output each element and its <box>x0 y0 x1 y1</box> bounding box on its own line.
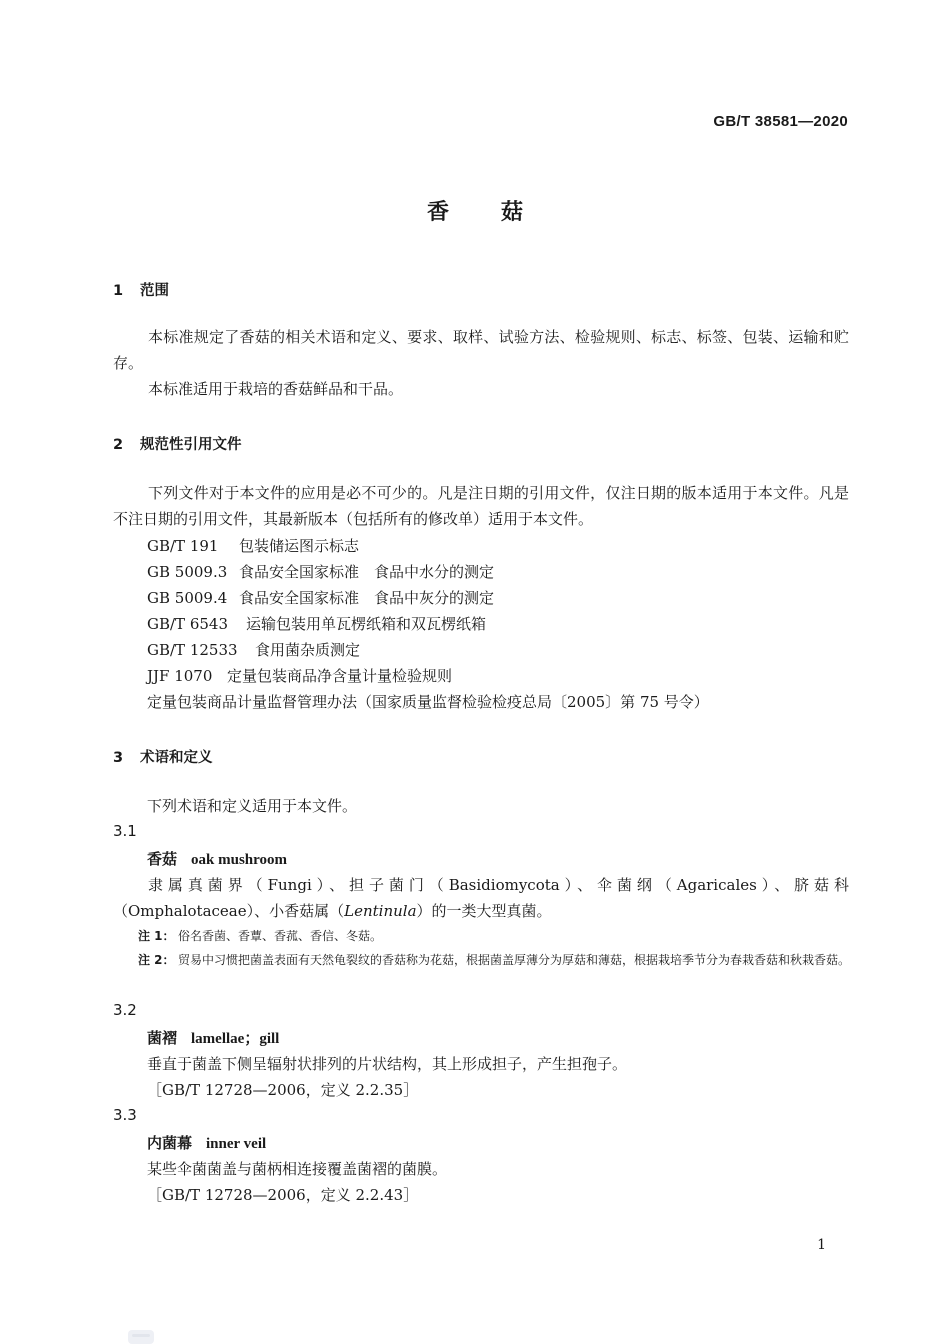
section-title: 术语和定义 <box>140 750 213 766</box>
reference-title: 食用菌杂质测定 <box>255 641 361 659</box>
section-number: 2 <box>113 437 124 453</box>
section-title: 规范性引用文件 <box>140 437 242 453</box>
reference-title: 食品安全国家标准 食品中水分的测定 <box>239 563 495 581</box>
section-1-paragraph-2: 本标准适用于栽培的香菇鲜品和干品。 <box>148 380 404 398</box>
term-definition: 垂直于菌盖下侧呈辐射状排列的片状结构，其上形成担子，产生担孢子。 <box>147 1055 628 1073</box>
reference-item <box>147 587 494 608</box>
term-definition <box>113 872 849 924</box>
reference-title: 食品安全国家标准 食品中灰分的测定 <box>239 589 495 607</box>
reference-code: GB/T 6543 <box>147 615 229 633</box>
reference-item <box>147 535 359 556</box>
page-title <box>0 195 950 226</box>
reference-title: 运输包装用单瓦楞纸箱和双瓦楞纸箱 <box>246 615 487 633</box>
title-char-1: 香 <box>426 200 449 225</box>
reference-code: GB 5009.3 <box>147 563 228 581</box>
section-1-heading <box>113 279 169 300</box>
term-english: lamellae；gill <box>191 1031 280 1047</box>
term-heading <box>147 1132 266 1153</box>
term-chinese: 香菇 <box>147 850 178 868</box>
note-label: 注 2： <box>138 953 175 967</box>
title-char-2: 菇 <box>501 200 524 225</box>
reference-code: GB 5009.4 <box>147 589 228 607</box>
reference-item <box>147 639 360 660</box>
term-note <box>138 948 890 973</box>
reference-code: GB/T 191 <box>147 537 219 555</box>
definition-text: 隶属真菌界（Fungi）、担子菌门（Basidiomycota）、伞菌纲（Agaricales）、脐菇科（Omphalotaceae）、小香菇属（ <box>113 876 849 920</box>
reference-code: JJF 1070 <box>147 667 213 685</box>
reference-code: GB/T 12533 <box>147 641 238 659</box>
note-text: 贸易中习惯把菌盖表面有天然龟裂纹的香菇称为花菇，根据菌盖厚薄分为厚菇和薄菇，根据栽培季节分为春栽香菇和秋栽香菇。 <box>178 953 851 967</box>
definition-italic-genus: Lentinula <box>344 902 417 920</box>
reference-title: 定量包装商品净含量计量检验规则 <box>227 667 453 685</box>
term-source: ［GB/T 12728—2006，定义 2.2.35］ <box>147 1081 419 1099</box>
standard-code: GB/T 38581—2020 <box>713 113 848 130</box>
term-english: oak mushroom <box>191 852 288 868</box>
note-label: 注 1： <box>138 929 175 943</box>
reference-item <box>147 665 452 686</box>
section-2-paragraph-1: 下列文件对于本文件的应用是必不可少的。凡是注日期的引用文件，仅注日期的版本适用于本文件。凡是不注日期的引用文件，其最新版本（包括所有的修改单）适用于本文件。 <box>113 484 849 528</box>
term-number: 3.2 <box>113 1001 137 1019</box>
section-title: 范围 <box>140 283 169 299</box>
watermark-logo-icon <box>128 1326 154 1344</box>
reference-item <box>147 613 486 634</box>
term-note <box>138 924 890 949</box>
term-chinese: 菌褶 <box>147 1029 178 1047</box>
section-number: 3 <box>113 750 124 766</box>
term-chinese: 内菌幕 <box>147 1134 193 1152</box>
term-heading <box>147 1027 279 1048</box>
term-number: 3.3 <box>113 1106 137 1124</box>
definition-text: ）的一类大型真菌。 <box>416 902 552 920</box>
page-number: 1 <box>817 1237 826 1253</box>
term-number: 3.1 <box>113 822 137 840</box>
section-2-heading <box>113 433 242 454</box>
section-1-paragraph-1: 本标准规定了香菇的相关术语和定义、要求、取样、试验方法、检验规则、标志、标签、包装、运输和贮存。 <box>113 328 849 372</box>
reference-title: 包装储运图示标志 <box>239 537 360 555</box>
reference-item <box>147 561 494 582</box>
section-number: 1 <box>113 283 124 299</box>
term-definition: 某些伞菌菌盖与菌柄相连接覆盖菌褶的菌膜。 <box>147 1160 448 1178</box>
term-heading <box>147 848 287 869</box>
reference-item-regulation: 定量包装商品计量监督管理办法（国家质量监督检验检疫总局〔2005〕第 75 号令） <box>147 693 709 711</box>
section-3-intro: 下列术语和定义适用于本文件。 <box>147 797 358 815</box>
term-source: ［GB/T 12728—2006，定义 2.2.43］ <box>147 1186 419 1204</box>
note-text: 俗名香菌、香蕈、香菰、香信、冬菇。 <box>178 929 383 943</box>
section-3-heading <box>113 746 213 767</box>
term-english: inner veil <box>206 1136 267 1152</box>
